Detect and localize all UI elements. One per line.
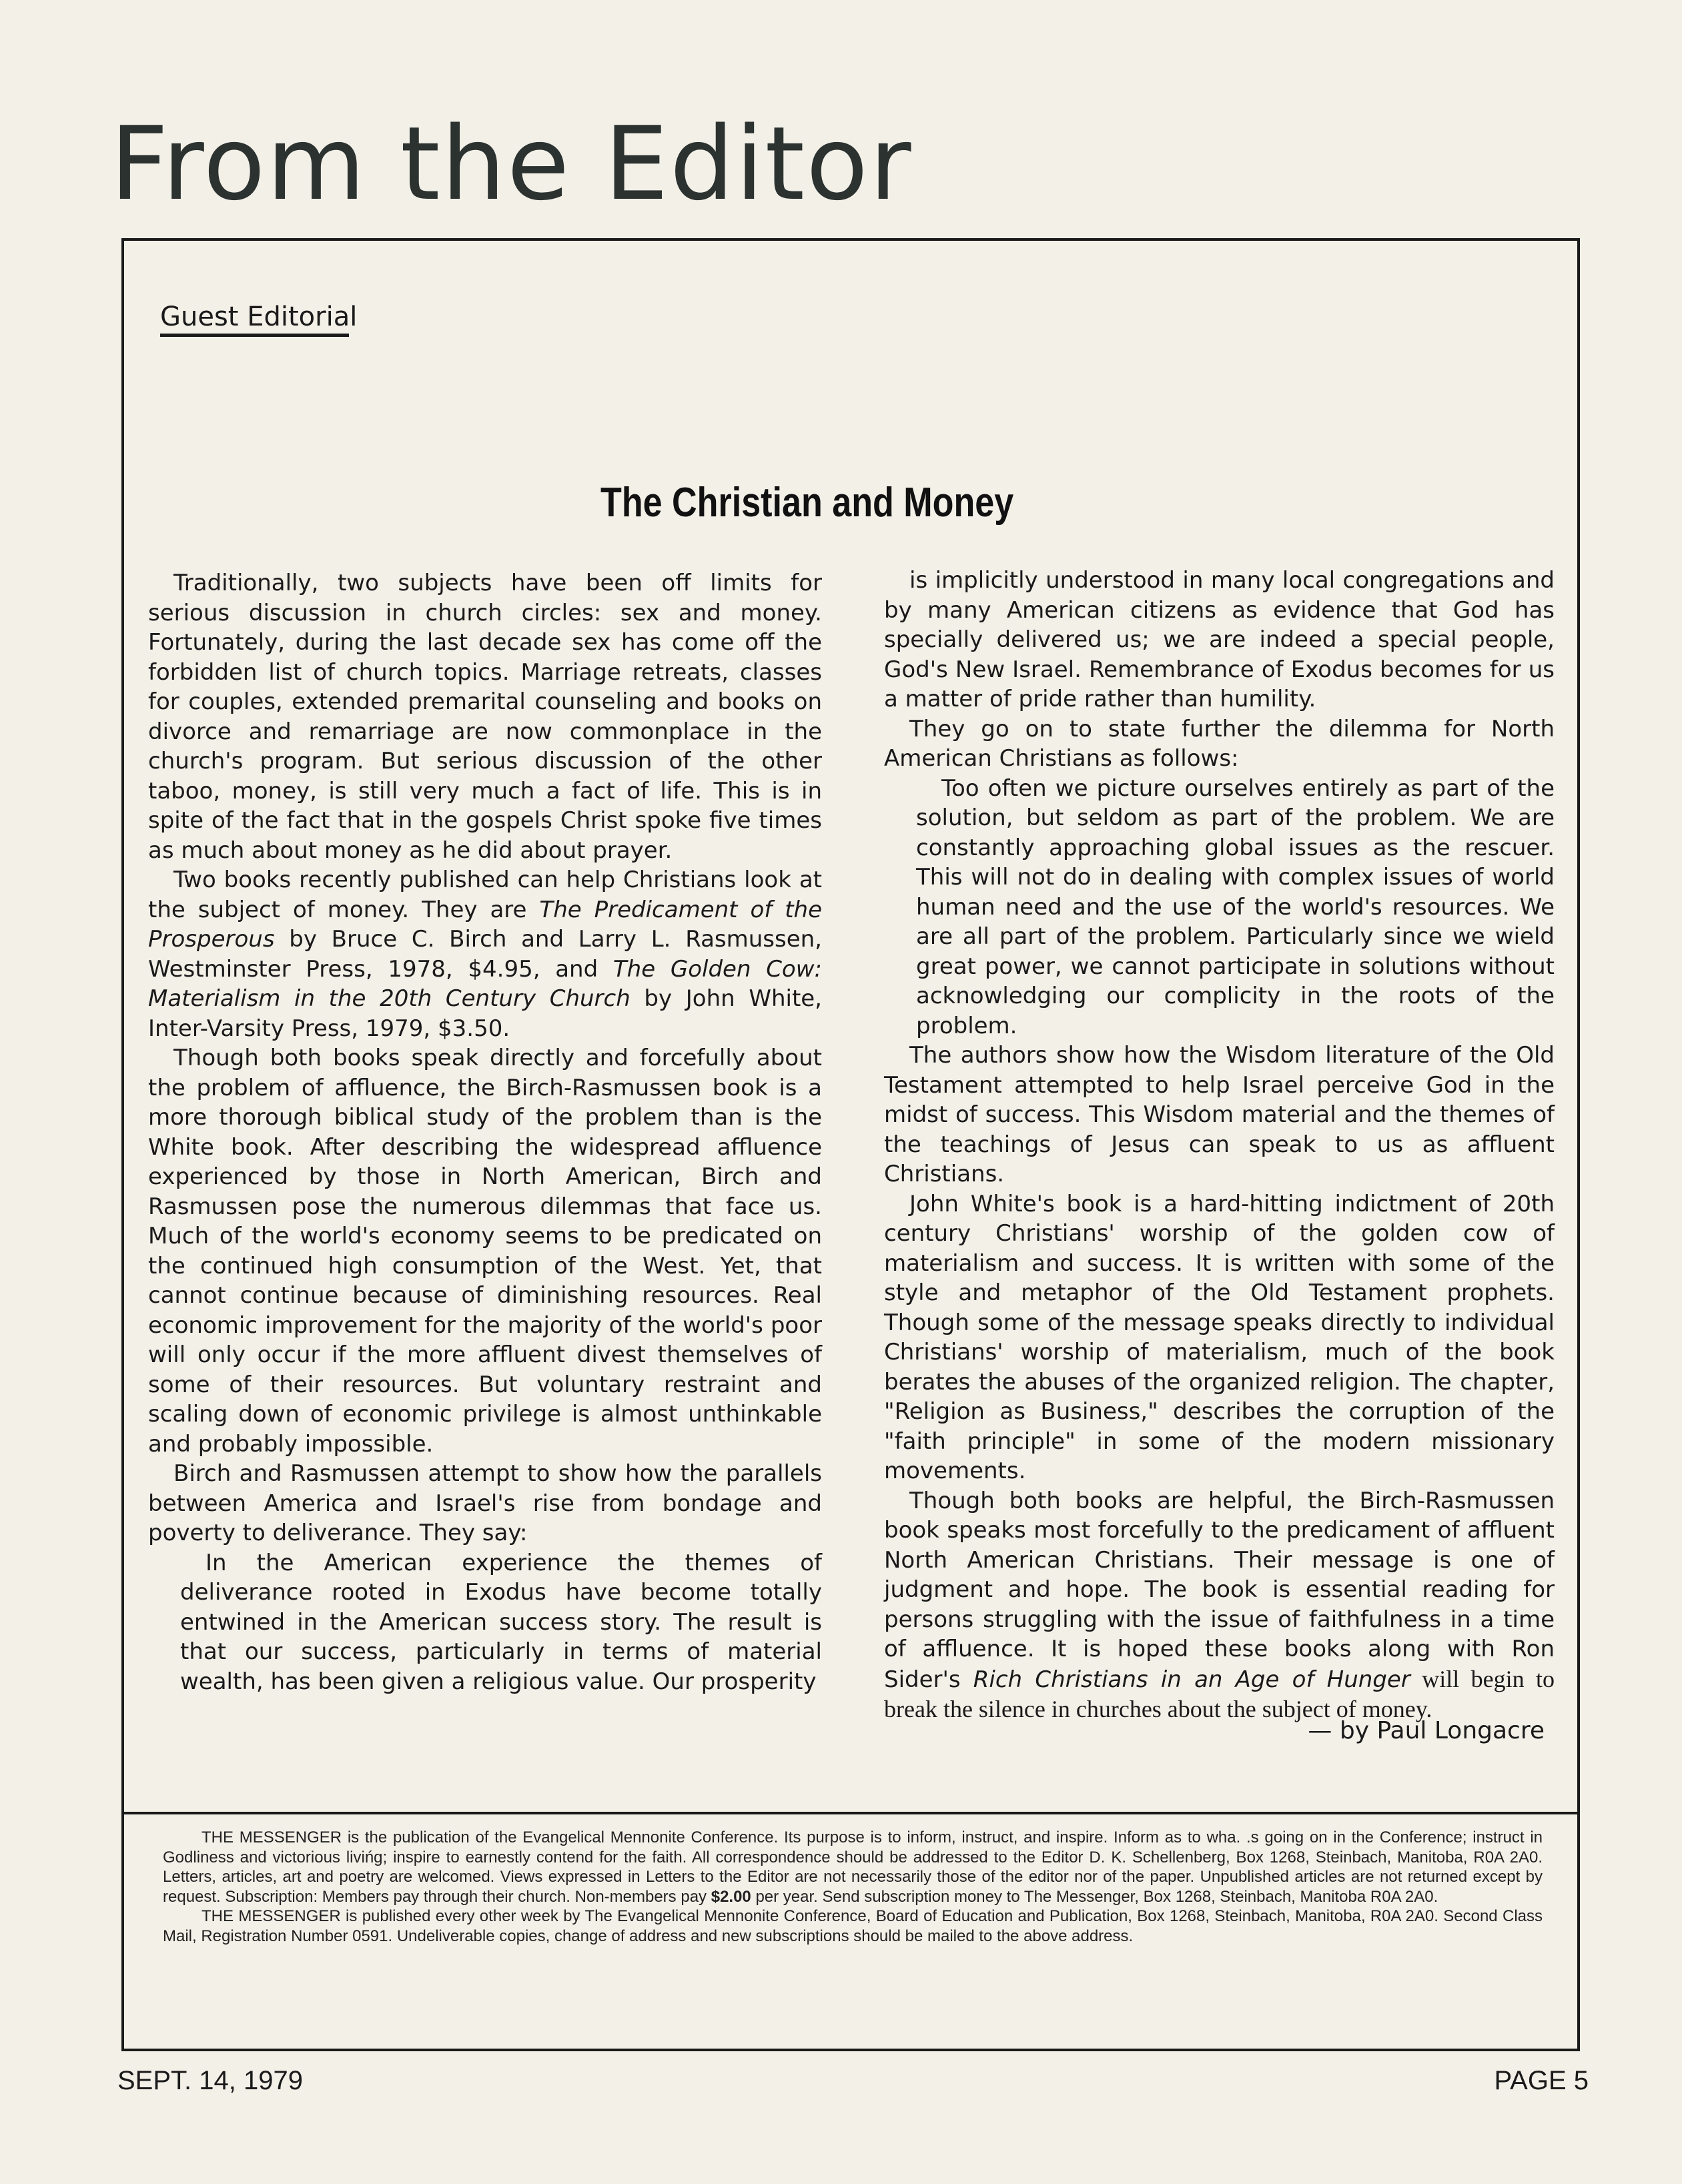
paragraph: Birch and Rasmussen attempt to show how the parallels between America and Israel's rise from bondage and poverty to deliverance. They say:: [148, 1460, 822, 1546]
book-title: Rich Christians in an Age of Hunger: [973, 1666, 1410, 1693]
article-column-left: [148, 568, 822, 1696]
colophon-divider: [123, 1812, 1580, 1814]
book-title: The Predicament of the Prosperous: [148, 896, 822, 953]
paragraph: Traditionally, two subjects have been off limits for serious discussion in church circles: sex and money. Fortunately, during the last decade sex has come off the forbidden list of church topics. Marriage retreats, classes for couples, extended premarital counseling and books on divorce and remarriage are now commonplace in the church's program. But serious discussion of the other taboo, money, is still very much a fact of life. This is in spite of the fact that in the gospels Christ spoke five times as much about money as he did about prayer.: [148, 570, 822, 864]
colophon-paragraph: THE MESSENGER is published every other week by The Evangelical Mennonite Conference, Board of Education and Publication, Box 1268, Steinbach, Manitoba, R0A 2A0. Second Class Mail, Registration Number 0591. Undeliverable copies, change of address and new subscriptions should be mailed to the above address.: [163, 1907, 1543, 1945]
paragraph: They go on to state further the dilemma for North American Christians as follows:: [884, 715, 1555, 772]
block-quote: Too often we picture ourselves entirely as part of the solution, but seldom as part of the problem. We are constantly approaching global issues as the rescuer. This will not do in dealing with complex issues of world human need and the use of the world's resources. We are all part of the problem. Particularly since we wield great power, we cannot participate in solutions without acknowledging our complicity in the roots of the problem.: [916, 774, 1555, 1039]
paragraph: Though both books are helpful, the Birch-Rasmussen book speaks most forcefully to the predicament of affluent North American Christians. Their message is one of judgment and hope. The book is essential reading for persons struggling with the issue of faithfulness in a time of affluence. It is hoped these books along with Ron Sider's Rich Christians in an Age of Hunger will begin to break the silence in churches about the subject of money.: [884, 1487, 1555, 1722]
block-quote-continued: is implicitly understood in many local congregations and by many American citizens as evidence that God has specially delivered us; we are indeed a special people, God's New Israel. Remembrance of Exodus becomes for us a matter of pride rather than humility.: [884, 567, 1555, 712]
section-label: Guest Editorial: [160, 302, 358, 332]
section-underline: [160, 334, 349, 337]
paragraph: The authors show how the Wisdom literature of the Old Testament attempted to help Israel perceive God in the midst of success. This Wisdom material and the themes of the teachings of Jesus can speak to us as affluent Christians.: [884, 1042, 1555, 1187]
page-title: From the Editor: [110, 105, 913, 223]
colophon-paragraph: THE MESSENGER is the publication of the Evangelical Mennonite Conference. Its purpose is to inform, instruct, and inspire. Inform as to wha. .s going on in the Conference; instruct in Godliness and victorious livińg; inspire to earnestly contend for the faith. All correspondence should be addressed to the Editor D. K. Schellenberg, Box 1268, Steinbach, Manitoba, R0A 2A0. Letters, articles, art and poetry are welcomed. Views expressed in Letters to the Editor are not necessarily those of the editor nor of the paper. Unpublished articles are not returned except by request. Subscription: Members pay through their church. Non-members pay $2.00 per year. Send subscription money to The Messenger, Box 1268, Steinbach, Manitoba R0A 2A0.: [163, 1828, 1543, 1906]
block-quote: In the American experience the themes of deliverance rooted in Exodus have become totally entwined in the American success story. The result is that our success, particularly in terms of material wealth, has been given a religious value. Our prosperity: [180, 1549, 822, 1695]
paragraph: Two books recently published can help Christians look at the subject of money. They are The Predicament of the Prosperous by Bruce C. Birch and Larry L. Rasmussen, Westminster Press, 1978, $4.95, and The Golden Cow: Materialism in the 20th Century Church by John White, Inter-Varsity Press, 1979, $3.50.: [148, 867, 822, 1042]
page-number: PAGE 5: [1494, 2066, 1589, 2095]
article-column-right: [884, 566, 1555, 1725]
paragraph: Though both books speak directly and forcefully about the problem of affluence, the Birch-Rasmussen book is a more thorough biblical study of the problem than is the White book. After describing the widespread affluence experienced by those in North American, Birch and Rasmussen pose the numerous dilemmas that face us. Much of the world's economy seems to be predicated on the continued high consumption of the West. Yet, that cannot continue because of diminishing resources. Real economic improvement for the majority of the world's poor will only occur if the more affluent divest themselves of some of their resources. But voluntary restraint and scaling down of economic privilege is almost unthinkable and probably impossible.: [148, 1045, 822, 1458]
paragraph: John White's book is a hard-hitting indictment of 20th century Christians' worship of the golden cow of materialism and success. It is written with some of the style and metaphor of the Old Testament prophets. Though some of the message speaks directly to individual Christians' worship of materialism, much of the book berates the abuses of the organized religion. The chapter, "Religion as Business," describes the corruption of the "faith principle" in some of the modern missionary movements.: [884, 1190, 1555, 1484]
subscription-price: $2.00: [711, 1887, 751, 1906]
book-title: The Golden Cow: Materialism in the 20th Century Church: [148, 955, 822, 1012]
article-title: The Christian and Money: [600, 480, 1014, 526]
colophon: [163, 1828, 1543, 1947]
issue-date: SEPT. 14, 1979: [117, 2066, 303, 2095]
byline: — by Paul Longacre: [1308, 1717, 1545, 1744]
